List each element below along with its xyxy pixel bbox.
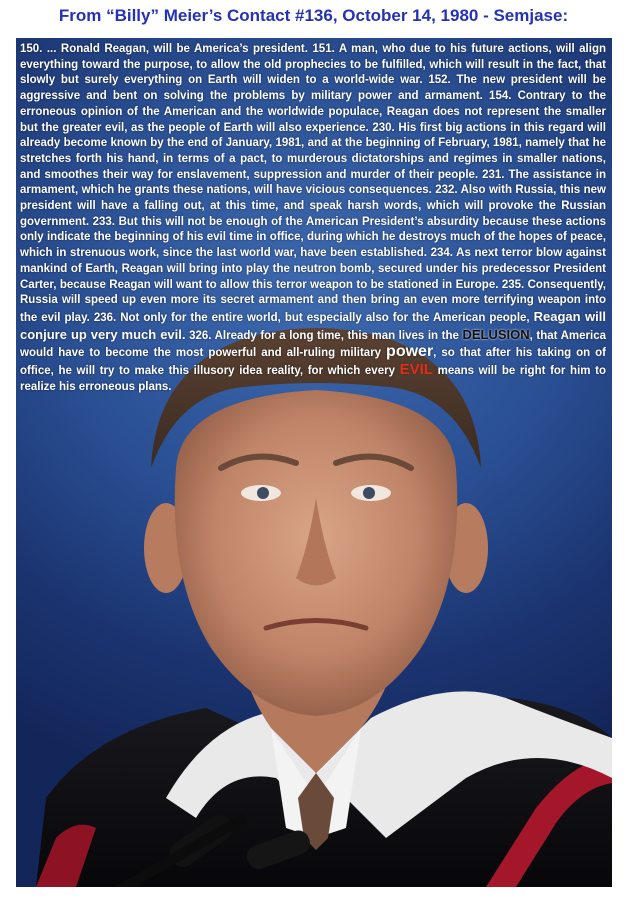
- highlight-power: power: [386, 343, 434, 361]
- quote-text: [20, 42, 606, 395]
- highlight-delusion: DELUSION: [462, 326, 530, 342]
- quote-part-3: , that America would have to become the most powerful and all-ruling military: [20, 329, 606, 360]
- page-title: From “Billy” Meier’s Contact #136, October 14, 1980 - Semjase:: [58, 6, 569, 25]
- poster: [16, 38, 612, 887]
- quote-part-1: 150. ... Ronald Reagan, will be America’s president. 151. A man, who due to his future actions, will align everything toward the purpose, to allow the old prophecies to be fulfilled, which will result in the fact, that slowly but surely everything on Earth will widen to a world-wide war. 152. The new president will be aggressive and bent on solving the problems by military power and armament. 154. Contrary to the erroneous opinion of the American and the worldwide populace, Reagan does not represent the smaller but the greater evil, as the people of Earth will also experience. 230. His first big actions in this regard will already become known by the end of January, 1981, and at the beginning of February, 1981, namely that he stretches forth his hand, in terms of a pact, to murderous dictatorships and regimes in smaller nations, and smoothes their way for enslavement, suppression and murder of their people. 231. The assistance in armament, which he grants these nations, will have vicious consequences. 232. Also with Russia, this new president will have a falling out, at this time, and speak harsh words, which will provoke the Russian government. 233. But this will not be enough of the American President’s absurdity because these actions only indicate the beginning of his evil time in office, during which he destroys much of the hopes of peace, which in strenuous work, since the last world war, have been established. 234. As next terror blow against mankind of Earth, Reagan will bring into play the neutron bomb, secured under his predecessor President Carter, because Reagan will want to allow this terror weapon to be stationed in Europe. 235. Consequently, Russia will speed up even more its secret armament and then bring an even more terrifying weapon into the evil play. 236. Not only for the entire world, but especially also for the American people,: [20, 43, 606, 324]
- highlight-evil: EVIL: [399, 361, 433, 379]
- quote-part-5: means will be right for him to realize his erroneous plans.: [20, 365, 606, 393]
- highlight-conjure-evil: Reagan will conjure up very much evil.: [20, 308, 606, 342]
- quote-part-4: , so that after his taking on of office, he will try to make this illusory idea reality, for which every: [20, 347, 606, 378]
- quote-part-2: 326. Already for a long time, this man lives in the: [189, 329, 459, 342]
